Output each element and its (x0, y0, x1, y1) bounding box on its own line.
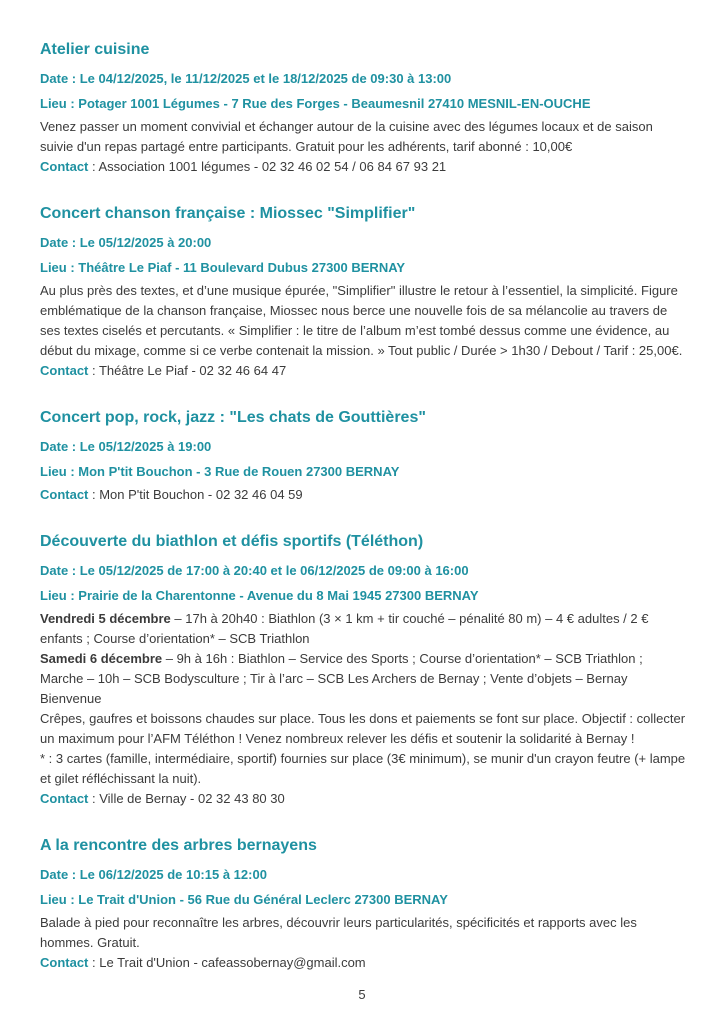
event-title: Atelier cuisine (40, 41, 150, 58)
contact-label: Contact (40, 955, 89, 970)
event-location: Lieu : Potager 1001 Légumes - 7 Rue des Forges - Beaumesnil 27410 MESNIL-EN-OUCHE (40, 96, 591, 111)
event-description: Balade à pied pour reconnaître les arbres, découvrir leurs particularités, spécificités et rapports avec les hommes. Gratuit. (40, 915, 637, 950)
event-location: Lieu : Prairie de la Charentonne - Avenue du 8 Mai 1945 27300 BERNAY (40, 588, 479, 603)
day-detail: – 17h à 20h40 : Biathlon (3 × 1 km + tir couché – pénalité 80 m) – 4 € adultes / 2 € enfants ; Course d’orientation* – SCB Triathlon (40, 611, 649, 646)
event-date: Date : Le 04/12/2025, le 11/12/2025 et le 18/12/2025 de 09:30 à 13:00 (40, 71, 452, 86)
event-title: A la rencontre des arbres bernayens (40, 837, 317, 854)
contact-line (40, 485, 686, 505)
contact-value: : Théâtre Le Piaf - 02 32 46 64 47 (88, 363, 287, 378)
event-title: Concert chanson française : Miossec "Simplifier" (40, 205, 416, 222)
event-title: Découverte du biathlon et défis sportifs (Téléthon) (40, 533, 424, 550)
event-description: Crêpes, gaufres et boissons chaudes sur place. Tous les dons et paiements se font sur place. Objectif : collecter un maximum pour l’AFM Téléthon ! Venez nombreux relever les défis et soutenir la solidarité à Bernay ! (40, 711, 686, 746)
day-label: Vendredi 5 décembre (40, 611, 171, 626)
event-section-atelier-cuisine (40, 40, 686, 177)
event-description: Au plus près des textes, et d’une musique épurée, "Simplifier" illustre le retour à l’essentiel, la simplicité. Figure emblématique de la chanson française, Miossec nous berce une nouvelle fois de sa mélancolie au travers de ses textes ciselés et percutants. « Simplifier : le titre de l’album m’est tombé dessus comme une évidence, au début du mixage, comme si ce verbe contenait la mission. » Tout public / Durée > 1h30 / Debout / Tarif : 25,00€. (40, 283, 683, 358)
event-date: Date : Le 05/12/2025 de 17:00 à 20:40 et le 06/12/2025 de 09:00 à 16:00 (40, 563, 469, 578)
event-location: Lieu : Théâtre Le Piaf - 11 Boulevard Dubus 27300 BERNAY (40, 260, 406, 275)
event-program-saturday (40, 649, 686, 709)
contact-line (40, 361, 686, 381)
contact-line (40, 953, 686, 973)
contact-label: Contact (40, 487, 89, 502)
page-number: 5 (358, 987, 366, 1002)
contact-value: : Association 1001 légumes - 02 32 46 02 54 / 06 84 67 93 21 (88, 159, 447, 174)
day-label: Samedi 6 décembre (40, 651, 163, 666)
event-section-biathlon-telethon (40, 532, 686, 809)
event-location: Lieu : Mon P'tit Bouchon - 3 Rue de Rouen 27300 BERNAY (40, 464, 400, 479)
contact-label: Contact (40, 791, 89, 806)
event-program-friday (40, 609, 686, 649)
contact-value: : Le Trait d'Union - cafeassobernay@gmail.com (88, 955, 366, 970)
event-date: Date : Le 05/12/2025 à 19:00 (40, 439, 212, 454)
event-location: Lieu : Le Trait d'Union - 56 Rue du Général Leclerc 27300 BERNAY (40, 892, 448, 907)
contact-value: : Ville de Bernay - 02 32 43 80 30 (88, 791, 285, 806)
event-title: Concert pop, rock, jazz : "Les chats de Gouttières" (40, 409, 426, 426)
contact-label: Contact (40, 363, 89, 378)
contact-line (40, 157, 686, 177)
event-section-arbres-bernayens (40, 836, 686, 973)
event-description: Venez passer un moment convivial et échanger autour de la cuisine avec des légumes locaux et de saison suivie d'un repas partagé entre participants. Gratuit pour les adhérents, tarif abonné : 10,00€ (40, 119, 653, 154)
event-footnote: * : 3 cartes (famille, intermédiaire, sportif) fournies sur place (3€ minimum), se munir d'un crayon feutre (+ lampe et gilet réfléchissant la nuit). (40, 751, 686, 786)
event-section-concert-miossec (40, 204, 686, 381)
event-date: Date : Le 05/12/2025 à 20:00 (40, 235, 212, 250)
day-detail: – 9h à 16h : Biathlon – Service des Sports ; Course d’orientation* – SCB Triathlon ; Marche – 10h – SCB Bodysculture ; Tir à l’arc – SCB Les Archers de Bernay ; Vente d’objets – Bernay Bienvenue (40, 651, 643, 706)
contact-value: : Mon P'tit Bouchon - 02 32 46 04 59 (88, 487, 303, 502)
contact-line (40, 789, 686, 809)
contact-label: Contact (40, 159, 89, 174)
event-section-concert-chats-gouttieres (40, 408, 686, 505)
event-date: Date : Le 06/12/2025 de 10:15 à 12:00 (40, 867, 267, 882)
